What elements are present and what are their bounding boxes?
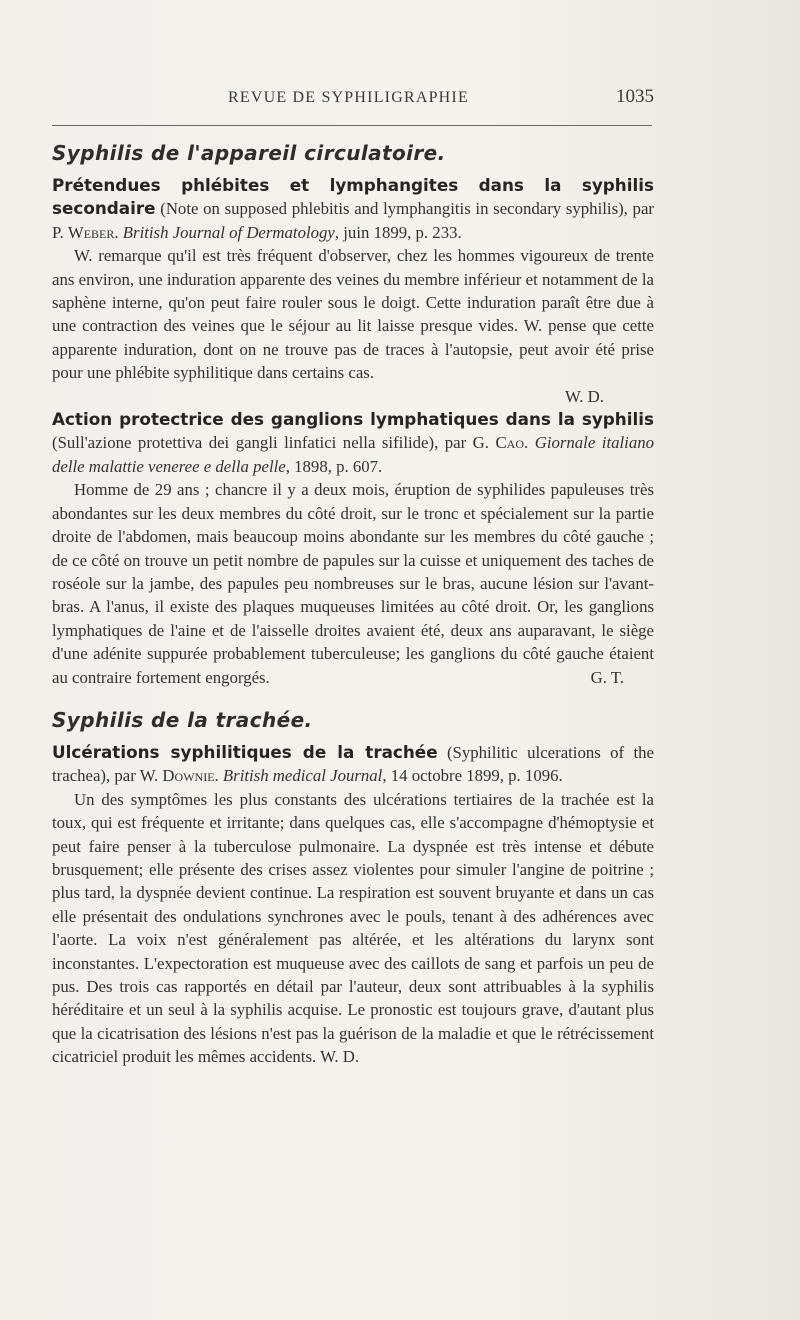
entry-ref-text: . — [524, 433, 535, 453]
entry-ref-text: (Note on supposed phlebitis and lymphangitis in secondary syphilis), par P. — [52, 199, 654, 242]
entry-ref-text: (Sull'azione protettiva dei gangli linfatici nella sifilide), par G. — [52, 433, 496, 453]
entry-ref-text: . — [214, 766, 223, 786]
running-title: REVUE DE SYPHILIGRAPHIE — [228, 89, 469, 106]
entry-body — [52, 788, 654, 1069]
entry-reference — [52, 741, 654, 788]
entry-ref-text: , juin 1899, p. 233. — [334, 222, 462, 242]
entry-body-text: Homme de 29 ans ; chancre il y a deux mois, éruption de syphilides papuleuses très abondantes sur les deux membres du côté droit, sur le tronc et spécialement sur la partie droite de l'abdomen, mais beaucoup moins abondante sur les membres du côté gauche ; de ce côté on trouve un petit nombre de papules sur la cuisse et uniquement des taches de roséole sur la jambe, des papules peu nombreuses sur le bras, aucune lésion sur l'avant-bras. A l'anus, il existe des plaques muqueuses limitées au côté droit. Or, les ganglions lymphatiques de l'aine et de l'aisselle droites avaient été, deux ans auparavant, le siège d'une adénite suppurée probablement tuberculeuse; les ganglions du côté gauche étaient au contraire fortement engorgés. — [52, 480, 654, 687]
entry-author: Weber — [67, 222, 115, 242]
entry-ref-text: , 1898, p. 607. — [285, 456, 383, 476]
entry-reference — [52, 408, 654, 478]
entry-ref-text: , 14 octobre 1899, p. 1096. — [382, 766, 563, 786]
entry-body-text: Un des symptômes les plus constants des ulcérations tertiaires de la trachée est la toux, qui est fréquente et irritante; dans quelques cas, elle s'accompagne d'hémoptysie et peut faire penser à la tuberculose pulmonaire. La dyspnée est très intense et débute brusquement; elle présente des crises assez violentes pour simuler l'angine de poitrine ; plus tard, la dyspnée devient continue. La respiration est souvent bruyante et dans un cas elle présentait des ondulations synchrones avec le pouls, tenant à des adhérences avec l'aorte. La voix n'est généralement pas altérée, et les altérations du larynx sont inconstantes. L'expectoration est muqueuse avec des caillots de sang et parfois un peu de pus. Des trois cas rapportés en détail par l'auteur, deux sont attribuables à la syphilis héréditaire et un seul à la syphilis acquise. Le pronostic est toujours grave, d'autant plus que la cicatrisation des lésions n'est pas la guérison de la maladie et que le rétrécissement cicatriciel produit les mêmes accidents. — [52, 789, 654, 1067]
section-heading-circulatory: Syphilis de l'appareil circulatoire. — [52, 141, 446, 165]
entry-journal: British medical Journal — [222, 766, 383, 786]
entry-signature: G. T. — [590, 667, 624, 687]
article-body — [52, 140, 654, 1069]
entry-reference — [52, 174, 654, 244]
entry-ref-text: . — [114, 222, 123, 242]
entry-signature: W. D. — [564, 386, 604, 406]
running-head — [52, 86, 658, 112]
page-number: 1035 — [616, 86, 654, 107]
entry-body — [52, 478, 654, 689]
entry-body: W. remarque qu'il est très fréquent d'observer, chez les hommes vigoureux de trente ans environ, une induration apparente des veines du membre inférieur et notamment de la saphène interne, qu'on peut faire rouler sous le doigt. Cette induration paraît être due à une contraction des veines que le séjour au lit laisse presque vides. W. pense que cette apparente induration, dont on ne trouve pas de traces à l'autopsie, peut avoir été prise pour une phlébite syphilitique dans certains cas. — [52, 246, 654, 383]
entry-journal: British Journal of Dermatology — [122, 222, 335, 242]
section-heading-trachea: Syphilis de la trachée. — [52, 707, 313, 732]
entry-author: Cao — [495, 433, 525, 453]
entry-ref-text: (Syphilitic ulcerations of the trachea), par W. — [52, 742, 654, 786]
entry-title: Prétendues phlébites et lymphangites dans la syphilis secondaire — [52, 175, 654, 219]
entry-author: Downie — [162, 766, 215, 786]
header-rule — [52, 125, 652, 126]
entry-title: Action protectrice des ganglions lymphatiques dans la syphilis — [52, 409, 654, 430]
entry-signature: W. D. — [320, 1047, 360, 1067]
entry-journal: Giornale italiano delle malattie veneree e della pelle — [52, 433, 654, 476]
entry-title: Ulcérations syphilitiques de la trachée — [52, 741, 438, 762]
